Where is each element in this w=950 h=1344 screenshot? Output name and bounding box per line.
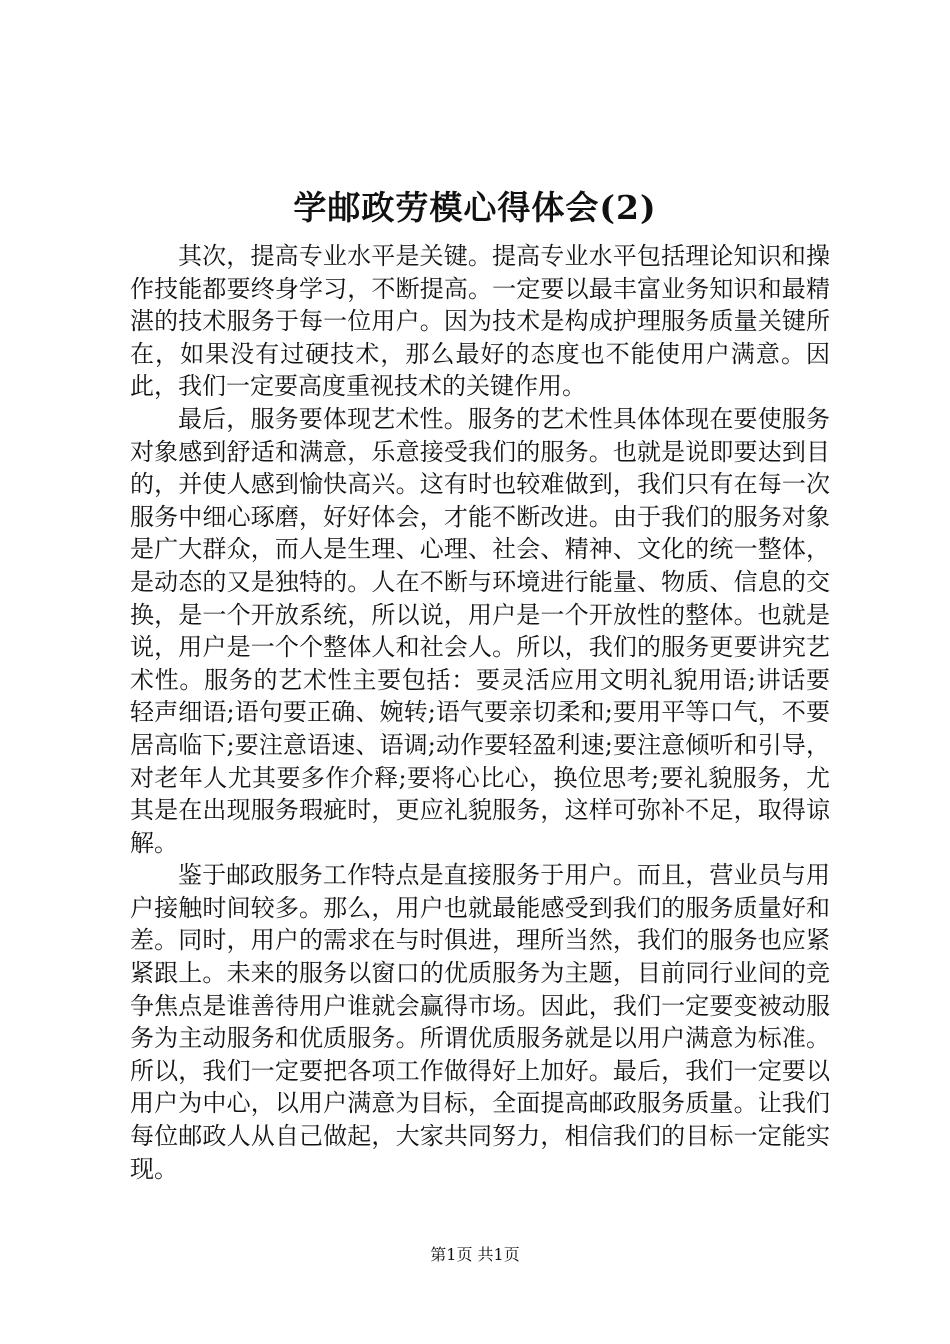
paragraph-2: 最后，服务要体现艺术性。服务的艺术性具体体现在要使服务对象感到舒适和满意，乐意接受我们的服务。也就是说即要达到目的，并使人感到愉快高兴。这有时也较难做到，我们只有在每一次服务中细心琢磨，好好体会，才能不断改进。由于我们的服务对象是广大群众，而人是生理、心理、社会、精神、文化的统一整体，是动态的又是独特的。人在不断与环境进行能量、物质、信息的交换，是一个开放系统，所以说，用户是一个开放性的整体。也就是说，用户是一个个整体人和社会人。所以，我们的服务更要讲究艺术性。服务的艺术性主要包括：要灵活应用文明礼貌用语;讲话要轻声细语;语句要正确、婉转;语气要亲切柔和;要用平等口气，不要居高临下;要注意语速、语调;动作要轻盈利速;要注意倾听和引导，对老年人尤其要多作介释;要将心比心，换位思考;要礼貌服务，尤其是在出现服务瑕疵时，更应礼貌服务，这样可弥补不足，取得谅解。 xyxy=(130,404,830,857)
page-footer: 第1页 共1页 xyxy=(430,1245,520,1264)
paragraph-3: 鉴于邮政服务工作特点是直接服务于用户。而且，营业员与用户接触时间较多。那么，用户也就最能感受到我们的服务质量好和差。同时，用户的需求在与时俱进，理所当然，我们的服务也应紧紧跟上。未来的服务以窗口的优质服务为主题，目前同行业间的竞争焦点是谁善待用户谁就会赢得市场。因此，我们一定要变被动服务为主动服务和优质服务。所谓优质服务就是以用户满意为标准。所以，我们一定要把各项工作做得好上加好。最后，我们一定要以用户为中心，以用户满意为目标，全面提高邮政服务质量。让我们每位邮政人从自己做起，大家共同努力，相信我们的目标一定能实现。 xyxy=(130,861,830,1183)
paragraph-1: 其次，提高专业水平是关键。提高专业水平包括理论知识和操作技能都要终身学习，不断提高。一定要以最丰富业务知识和最精湛的技术服务于每一位用户。因为技术是构成护理服务质量关键所在，如果没有过硬技术，那么最好的态度也不能使用户满意。因此，我们一定要高度重视技术的关键作用。 xyxy=(130,242,830,401)
document-body xyxy=(130,240,830,1185)
document-title: 学邮政劳模心得体会(2) xyxy=(293,188,657,227)
